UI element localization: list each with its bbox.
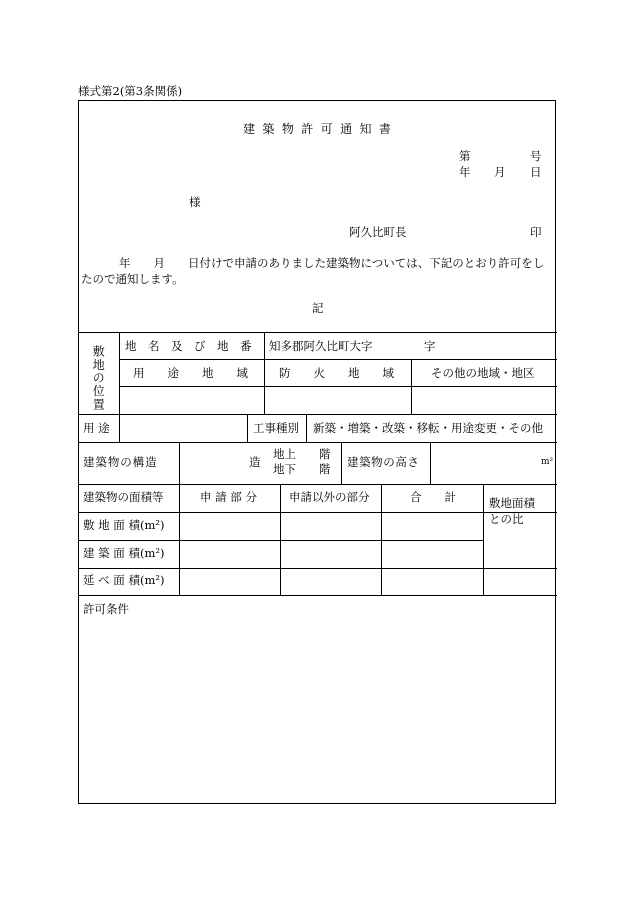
col-total-label: 合 計 (410, 490, 456, 504)
form-label: 様式第2(第3条関係) (78, 84, 183, 98)
structure-zou: 造 (249, 455, 261, 469)
ki-heading: 記 (312, 301, 324, 315)
col-ratio-label-1: 敷地面積 (489, 496, 535, 510)
body-text-line-1: 年 月 日付けで申請のありました建築物については、下記のとおり許可をし (119, 256, 545, 270)
use-district-label: 用 途 地 域 (133, 366, 248, 380)
floors-below-label: 地下 (273, 462, 296, 476)
floors-above-kai: 階 (319, 447, 331, 461)
site-location-label: 敷地の位置 (91, 345, 106, 411)
other-district-label: その他の地域・地区 (431, 366, 535, 380)
building-height-label: 建築物の高さ (347, 455, 420, 469)
row-building-area-label: 建 築 面 積(m²) (83, 546, 165, 560)
date-gatsu: 月 (494, 165, 506, 179)
col-ratio-label-2: との比 (489, 512, 524, 526)
address-label: 地 名 及 び 地 番 (125, 339, 252, 353)
aza-label: 字 (424, 339, 436, 353)
col-apply-label: 申 請 部 分 (200, 490, 257, 504)
usage-label: 用 途 (83, 421, 110, 435)
floors-above-label: 地上 (273, 447, 296, 461)
number-dai: 第 (459, 149, 471, 163)
permit-conditions-label: 許可条件 (83, 602, 129, 616)
col-other-label: 申請以外の部分 (289, 490, 370, 504)
row-site-area-label: 敷 地 面 積(m²) (83, 518, 165, 532)
address-value: 知多郡阿久比町大字 (269, 339, 373, 353)
date-nichi: 日 (530, 165, 542, 179)
seal-mark: 印 (530, 225, 542, 239)
row-floor-area-label: 延 べ 面 積(m²) (83, 573, 165, 587)
date-nen: 年 (459, 165, 471, 179)
fire-district-label: 防 火 地 域 (279, 366, 394, 380)
area-header-label: 建築物の面積等 (83, 490, 164, 504)
structure-label: 建築物の構造 (83, 455, 158, 469)
work-type-options: 新築・増築・改築・移転・用途変更・その他 (313, 421, 543, 435)
floors-below-kai: 階 (319, 462, 331, 476)
form-title: 建 築 物 許 可 通 知 書 (243, 122, 393, 136)
number-go: 号 (530, 149, 542, 163)
height-unit: m² (541, 457, 554, 467)
body-text-line-2: たので通知します。 (81, 272, 184, 286)
mayor-name: 阿久比町長 (349, 225, 407, 239)
work-type-label: 工事種別 (253, 421, 299, 435)
addressee-sama: 様 (189, 195, 201, 209)
notice-form (78, 100, 556, 804)
